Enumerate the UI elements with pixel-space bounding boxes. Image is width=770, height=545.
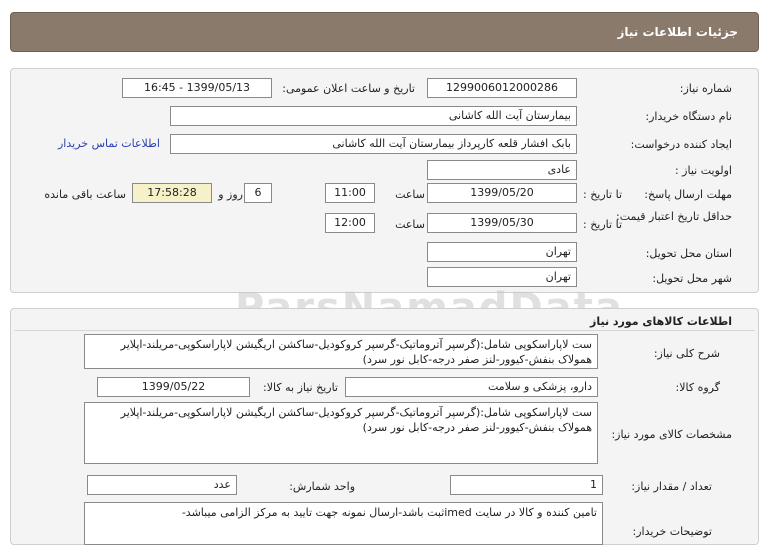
validity-time-label: ساعت	[395, 218, 425, 231]
need-number-field: 1299006012000286	[427, 78, 577, 98]
reply-time-field: 11:00	[325, 183, 375, 203]
goods-group-field: دارو، پزشکی و سلامت	[345, 377, 598, 397]
need-number-label: شماره نیاز:	[679, 82, 732, 95]
priority-label: اولویت نیاز :	[674, 164, 732, 177]
validity-to-date-label: تا تاریخ :	[583, 218, 622, 231]
page-title: جزئیات اطلاعات نیاز	[617, 25, 738, 39]
goods-section-title: اطلاعات کالاهای مورد نیاز	[590, 315, 732, 328]
price-validity-label: حداقل تاریخ اعتبار قیمت:	[616, 210, 732, 223]
section-divider	[14, 330, 755, 331]
goods-group-label: گروه کالا:	[675, 381, 720, 394]
delivery-province-label: استان محل تحویل:	[645, 247, 732, 260]
announce-datetime-label: تاریخ و ساعت اعلان عمومی:	[282, 82, 415, 95]
delivery-province-field: تهران	[427, 242, 577, 262]
remaining-time-field: 17:58:28	[132, 183, 212, 203]
need-date-label: تاریخ نیاز به کالا:	[263, 381, 338, 394]
reply-to-date-label: تا تاریخ :	[583, 188, 622, 201]
goods-spec-field: ست لاپاراسکوپی شامل:(گرسپر آتروماتیک-گرسپر کروکودیل-ساکشن اریگیشن لاپاراسکوپی-مریلند-اپلایر همولاک بنفش-کیوور-لنز صفر درجه-کابل نور سرد)	[84, 402, 598, 464]
unit-label: واحد شمارش:	[289, 480, 355, 493]
validity-date-field: 1399/05/30	[427, 213, 577, 233]
reply-time-label: ساعت	[395, 188, 425, 201]
delivery-city-field: تهران	[427, 267, 577, 287]
announce-datetime-field: 1399/05/13 - 16:45	[122, 78, 272, 98]
buyer-contact-link[interactable]: اطلاعات تماس خریدار	[58, 137, 160, 150]
requester-label: ایجاد کننده درخواست:	[630, 138, 732, 151]
page-header	[10, 12, 759, 52]
buyer-notes-label: توضیحات خریدار:	[632, 525, 712, 538]
days-remaining-field: 6	[244, 183, 272, 203]
validity-time-field: 12:00	[325, 213, 375, 233]
goods-spec-label: مشخصات کالای مورد نیاز:	[611, 428, 732, 441]
reply-deadline-label: مهلت ارسال پاسخ:	[644, 188, 732, 201]
need-summary-label: شرح کلی نیاز:	[653, 347, 720, 360]
need-date-field: 1399/05/22	[97, 377, 250, 397]
buyer-org-label: نام دستگاه خریدار:	[645, 110, 732, 123]
buyer-notes-field: تامین کننده و کالا در سایت imedثبت باشد-ارسال نمونه جهت تایید به مرکز الزامی میباشد-	[84, 502, 603, 545]
buyer-org-field: بیمارستان آیت الله کاشانی	[170, 106, 577, 126]
quantity-field: 1	[450, 475, 603, 495]
quantity-label: تعداد / مقدار نیاز:	[631, 480, 712, 493]
need-summary-field: ست لاپاراسکوپی شامل:(گرسپر آتروماتیک-گرسپر کروکودیل-ساکشن اریگیشن لاپاراسکوپی-مریلند-اپلایر همولاک بنفش-کیوور-لنز صفر درجه-کابل نور سرد)	[84, 334, 598, 369]
requester-field: بابک افشار قلعه کارپرداز بیمارستان آیت الله کاشانی	[170, 134, 577, 154]
days-label: روز و	[218, 188, 243, 201]
delivery-city-label: شهر محل تحویل:	[652, 272, 732, 285]
unit-field: عدد	[87, 475, 237, 495]
remaining-time-label: ساعت باقی مانده	[44, 188, 126, 201]
priority-field: عادی	[427, 160, 577, 180]
reply-date-field: 1399/05/20	[427, 183, 577, 203]
